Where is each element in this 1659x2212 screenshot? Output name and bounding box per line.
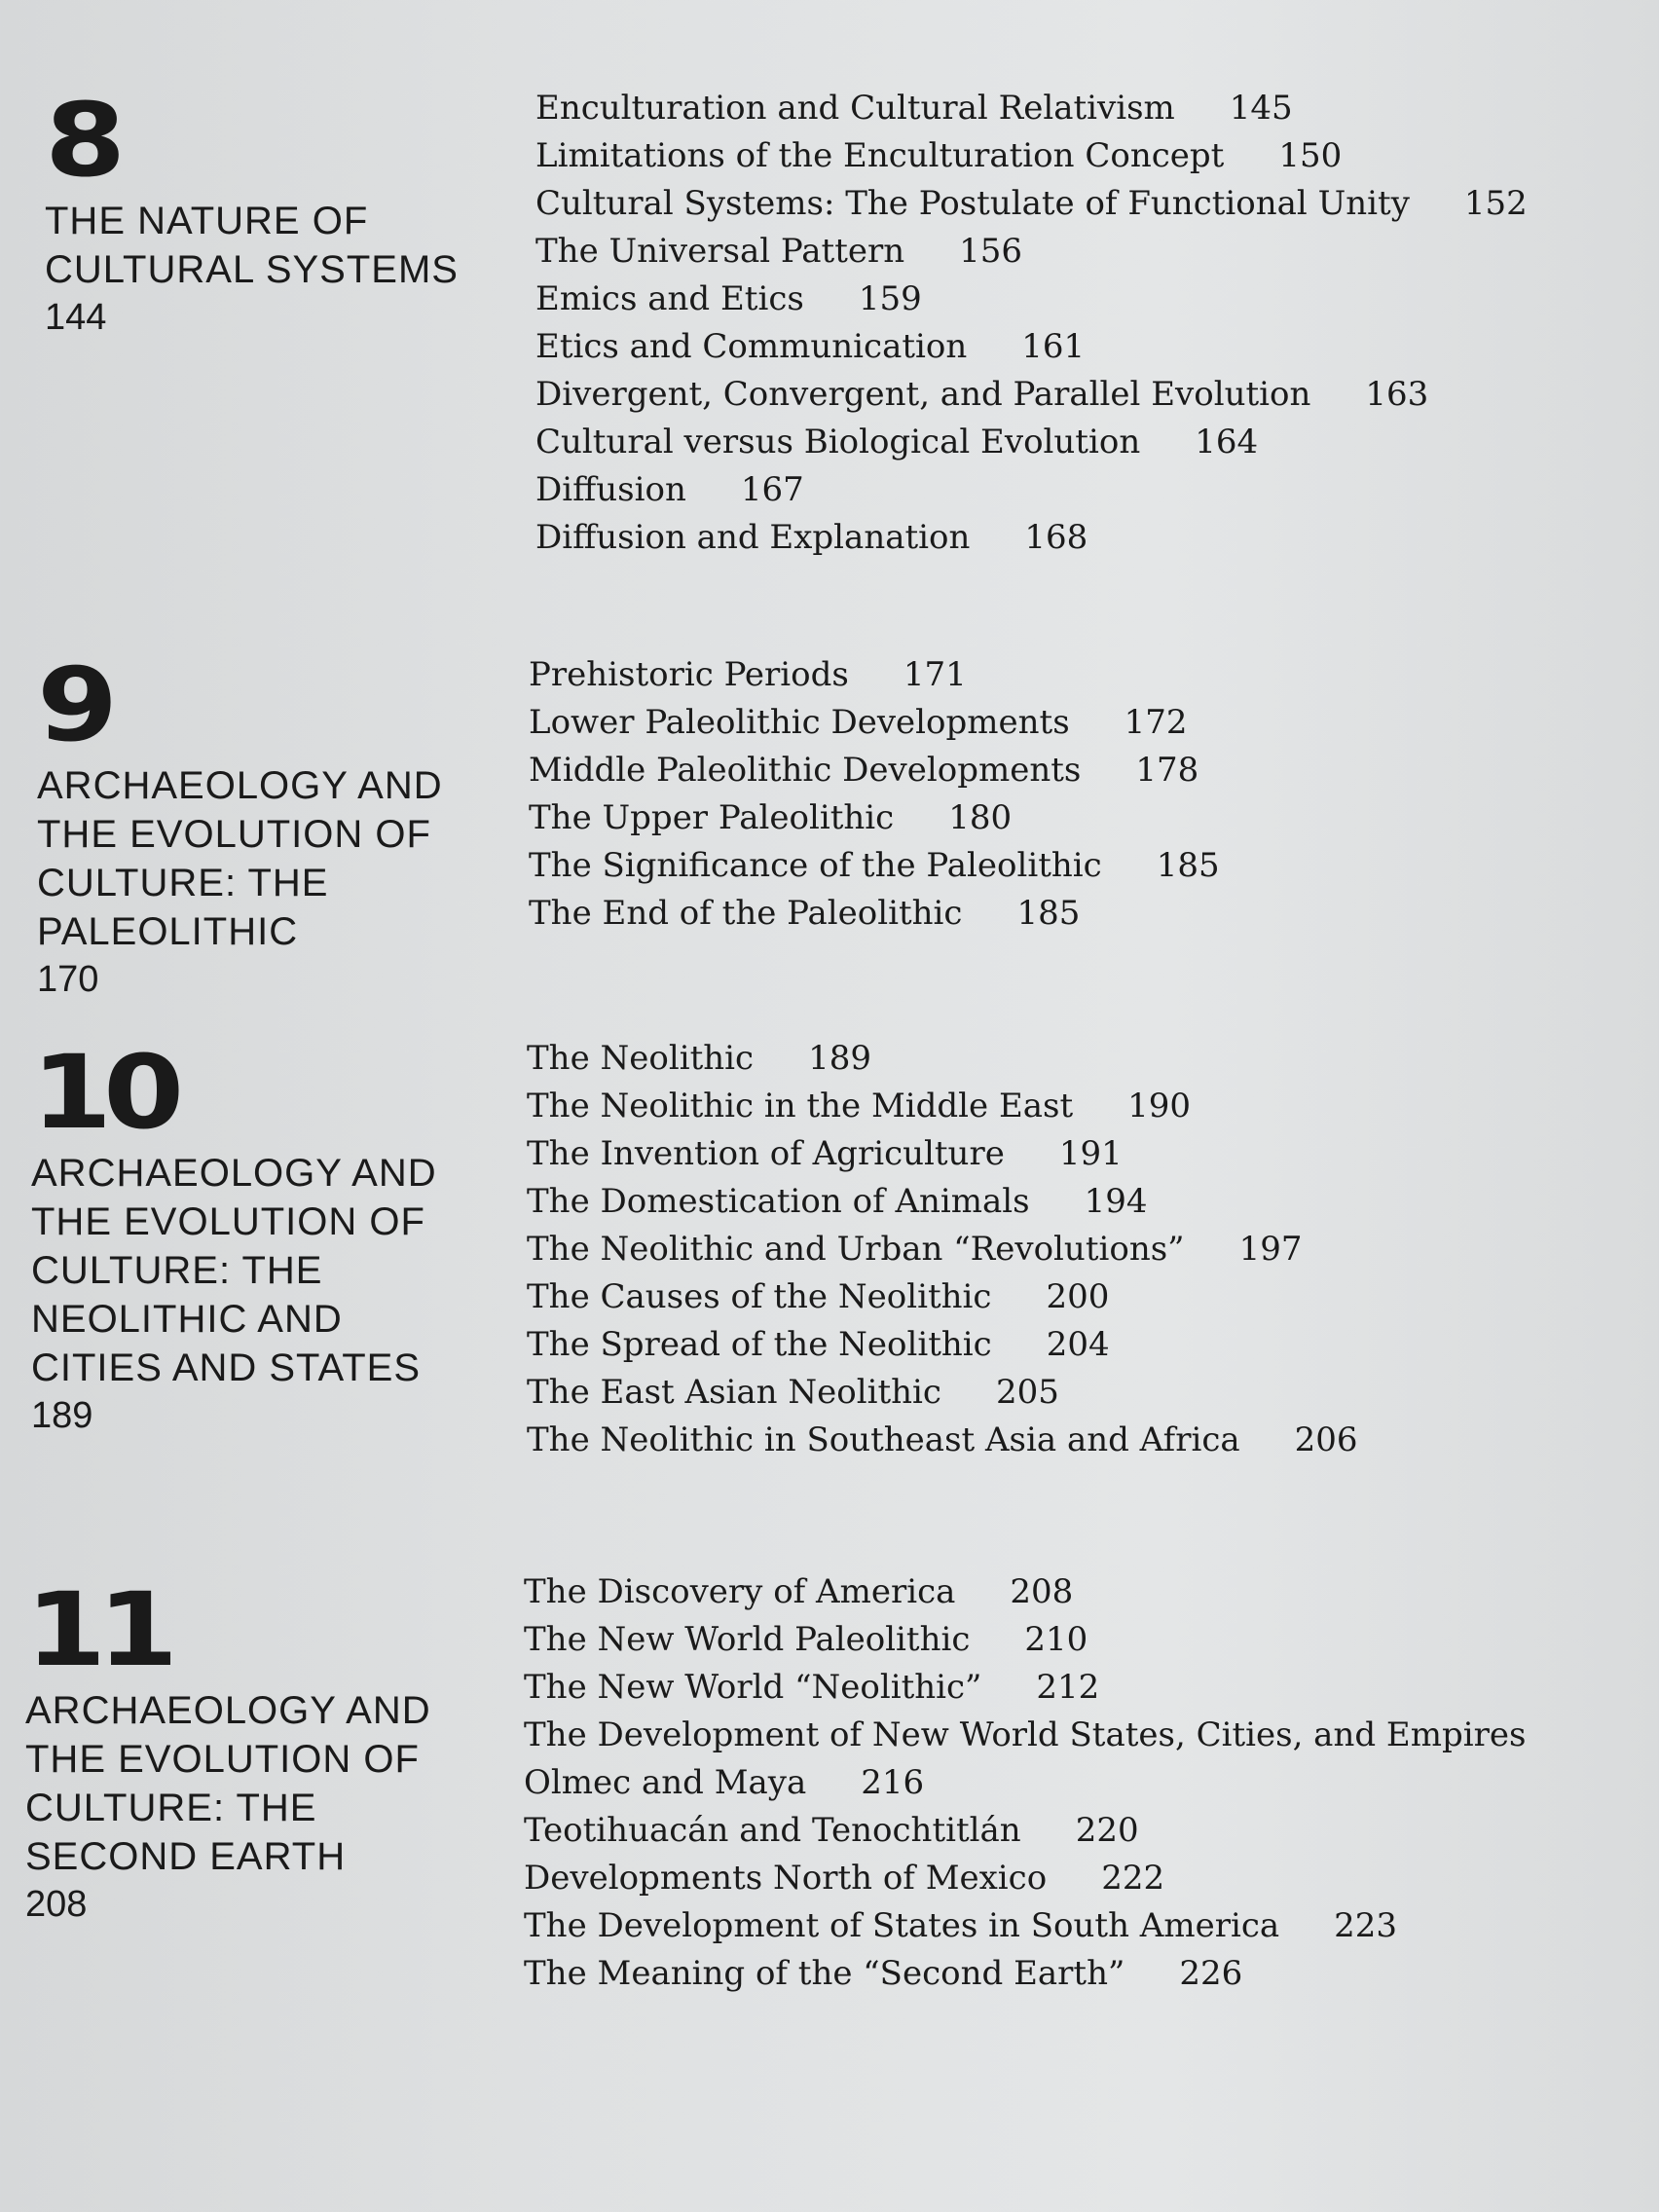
chapter-title-line: CITIES AND STATES [31, 1346, 422, 1389]
entry-page: 168 [1024, 518, 1088, 557]
entry-page: 205 [995, 1373, 1059, 1412]
toc-entry[interactable] [535, 228, 1659, 276]
entry-page: 220 [1075, 1811, 1139, 1850]
toc-entry[interactable] [524, 1664, 1653, 1712]
entry-page: 216 [861, 1763, 925, 1802]
entry-page: 204 [1046, 1325, 1110, 1364]
toc-entry[interactable] [524, 1902, 1653, 1950]
chapter-title-line: CULTURE: THE [31, 1249, 323, 1292]
chapter-number: 11 [25, 1570, 170, 1689]
entry-title: The Development of States in South America [524, 1906, 1280, 1945]
toc-entry[interactable] [529, 794, 1659, 842]
entry-page: 180 [948, 798, 1013, 837]
entry-title: The End of the Paleolithic [529, 894, 963, 933]
toc-entry[interactable] [529, 699, 1659, 747]
entry-page: 222 [1101, 1859, 1165, 1898]
entry-title: Enculturation and Cultural Relativism [535, 89, 1175, 128]
chapter-11-entries [524, 1568, 1653, 1998]
toc-entry[interactable] [524, 1616, 1653, 1664]
entry-page: 197 [1238, 1230, 1303, 1269]
entry-title: The Neolithic in Southeast Asia and Africa [527, 1420, 1240, 1459]
entry-page: 208 [1010, 1572, 1074, 1611]
toc-entry[interactable] [527, 1417, 1659, 1464]
entry-page: 185 [1156, 846, 1220, 885]
entry-title: The Meaning of the “Second Earth” [524, 1954, 1125, 1993]
entry-title: Etics and Communication [535, 327, 968, 366]
entry-title: The Invention of Agriculture [527, 1134, 1005, 1173]
chapter-10-entries [527, 1035, 1659, 1464]
entry-title: Developments North of Mexico [524, 1859, 1048, 1898]
toc-entry[interactable] [527, 1226, 1659, 1273]
toc-entry[interactable] [524, 1950, 1653, 1998]
entry-title: The Neolithic and Urban “Revolutions” [527, 1230, 1185, 1269]
chapter-title-line: ARCHAEOLOGY AND [25, 1689, 431, 1732]
toc-entry[interactable] [524, 1759, 1653, 1807]
entry-title: The East Asian Neolithic [527, 1373, 941, 1412]
entry-title: Limitations of the Enculturation Concept [535, 136, 1225, 175]
toc-entry[interactable] [535, 371, 1659, 419]
toc-entry[interactable] [527, 1083, 1659, 1130]
toc-entry[interactable] [535, 132, 1659, 180]
entry-title: Diffusion [535, 470, 686, 509]
toc-entry[interactable] [535, 85, 1659, 132]
toc-entry[interactable] [524, 1807, 1653, 1855]
chapter-title-line: THE NATURE OF [45, 200, 369, 242]
entry-title: The Universal Pattern [535, 232, 905, 271]
chapter-number: 10 [31, 1033, 176, 1152]
entry-title: Prehistoric Periods [529, 655, 849, 694]
entry-title: The Domestication of Animals [527, 1182, 1030, 1221]
entry-page: 178 [1135, 751, 1199, 790]
toc-entry[interactable] [535, 514, 1659, 562]
entry-title: The Development of New World States, Cities, and Empires [524, 1715, 1527, 1754]
entry-title: Lower Paleolithic Developments [529, 703, 1070, 742]
toc-entry[interactable] [524, 1568, 1653, 1616]
chapter-title-line: ARCHAEOLOGY AND [31, 1152, 437, 1195]
entry-page: 163 [1365, 375, 1429, 414]
entry-title: Cultural Systems: The Postulate of Functional Unity [535, 184, 1410, 223]
chapter-title-line: ARCHAEOLOGY AND [37, 764, 443, 807]
toc-entry[interactable] [535, 276, 1659, 323]
entry-page: 150 [1278, 136, 1343, 175]
entry-title: Diffusion and Explanation [535, 518, 971, 557]
entry-page: 164 [1195, 423, 1259, 461]
toc-entry[interactable] [524, 1855, 1653, 1902]
entry-page: 171 [903, 655, 967, 694]
toc-entry[interactable] [527, 1369, 1659, 1417]
chapter-start-page: 144 [45, 297, 107, 338]
chapter-8-heading [45, 81, 502, 341]
entry-page: 223 [1334, 1906, 1398, 1945]
entry-title: The New World Paleolithic [524, 1620, 971, 1659]
toc-entry[interactable] [527, 1273, 1659, 1321]
entry-page: 185 [1016, 894, 1081, 933]
toc-entry[interactable] [527, 1035, 1659, 1083]
chapter-title-line: NEOLITHIC AND [31, 1298, 343, 1341]
entry-title: Cultural versus Biological Evolution [535, 423, 1141, 461]
entry-page: 194 [1084, 1182, 1148, 1221]
chapter-number: 9 [37, 645, 110, 764]
entry-title: The Neolithic [527, 1039, 755, 1078]
toc-entry[interactable] [535, 466, 1659, 514]
toc-entry[interactable] [535, 180, 1659, 228]
entry-title: The Neolithic in the Middle East [527, 1087, 1074, 1125]
entry-page: 145 [1229, 89, 1293, 128]
chapter-start-page: 208 [25, 1884, 88, 1925]
chapter-title-line: CULTURE: THE [25, 1787, 317, 1829]
chapter-11-heading [25, 1570, 483, 1928]
entry-title: Middle Paleolithic Developments [529, 751, 1082, 790]
toc-entry[interactable] [524, 1712, 1653, 1759]
entry-page: 189 [808, 1039, 871, 1078]
chapter-number: 8 [45, 81, 118, 200]
entry-page: 161 [1021, 327, 1086, 366]
entry-page: 152 [1463, 184, 1528, 223]
entry-page: 156 [959, 232, 1023, 271]
entry-title: The Spread of the Neolithic [527, 1325, 992, 1364]
entry-page: 212 [1036, 1668, 1100, 1707]
toc-entry[interactable] [529, 890, 1659, 938]
chapter-title-line: SECOND EARTH [25, 1835, 347, 1878]
chapter-title-line: THE EVOLUTION OF [37, 813, 431, 856]
toc-entry[interactable] [529, 842, 1659, 890]
entry-title: Emics and Etics [535, 279, 804, 318]
chapter-8-entries [535, 85, 1659, 562]
entry-page: 172 [1124, 703, 1188, 742]
toc-entry[interactable] [529, 651, 1659, 699]
entry-title: The Significance of the Paleolithic [529, 846, 1102, 885]
toc-entry[interactable] [527, 1130, 1659, 1178]
toc-entry[interactable] [527, 1178, 1659, 1226]
entry-page: 200 [1046, 1277, 1110, 1316]
toc-entry[interactable] [529, 747, 1659, 794]
entry-page: 167 [740, 470, 804, 509]
entry-page: 191 [1058, 1134, 1123, 1173]
chapter-start-page: 170 [37, 959, 99, 1000]
entry-title: Olmec and Maya [524, 1763, 807, 1802]
chapter-title-line: THE EVOLUTION OF [31, 1200, 425, 1243]
chapter-9-heading [37, 645, 495, 1003]
entry-page: 210 [1024, 1620, 1088, 1659]
chapter-title-line: PALEOLITHIC [37, 910, 299, 953]
entry-title: The Upper Paleolithic [529, 798, 895, 837]
entry-title: The Discovery of America [524, 1572, 956, 1611]
entry-title: Teotihuacán and Tenochtitlán [524, 1811, 1021, 1850]
entry-page: 190 [1127, 1087, 1192, 1125]
entry-title: The Causes of the Neolithic [527, 1277, 992, 1316]
chapter-start-page: 189 [31, 1395, 93, 1436]
chapter-title-line: CULTURAL SYSTEMS [45, 248, 459, 291]
chapter-10-heading [31, 1033, 489, 1439]
chapter-title-line: THE EVOLUTION OF [25, 1738, 420, 1781]
entry-title: The New World “Neolithic” [524, 1668, 982, 1707]
entry-title: Divergent, Convergent, and Parallel Evolution [535, 375, 1311, 414]
toc-entry[interactable] [527, 1321, 1659, 1369]
entry-page: 226 [1179, 1954, 1243, 1993]
toc-entry[interactable] [535, 323, 1659, 371]
entry-page: 206 [1294, 1420, 1358, 1459]
toc-entry[interactable] [535, 419, 1659, 466]
chapter-title-line: CULTURE: THE [37, 862, 329, 904]
entry-page: 159 [858, 279, 922, 318]
chapter-9-entries [529, 651, 1659, 938]
